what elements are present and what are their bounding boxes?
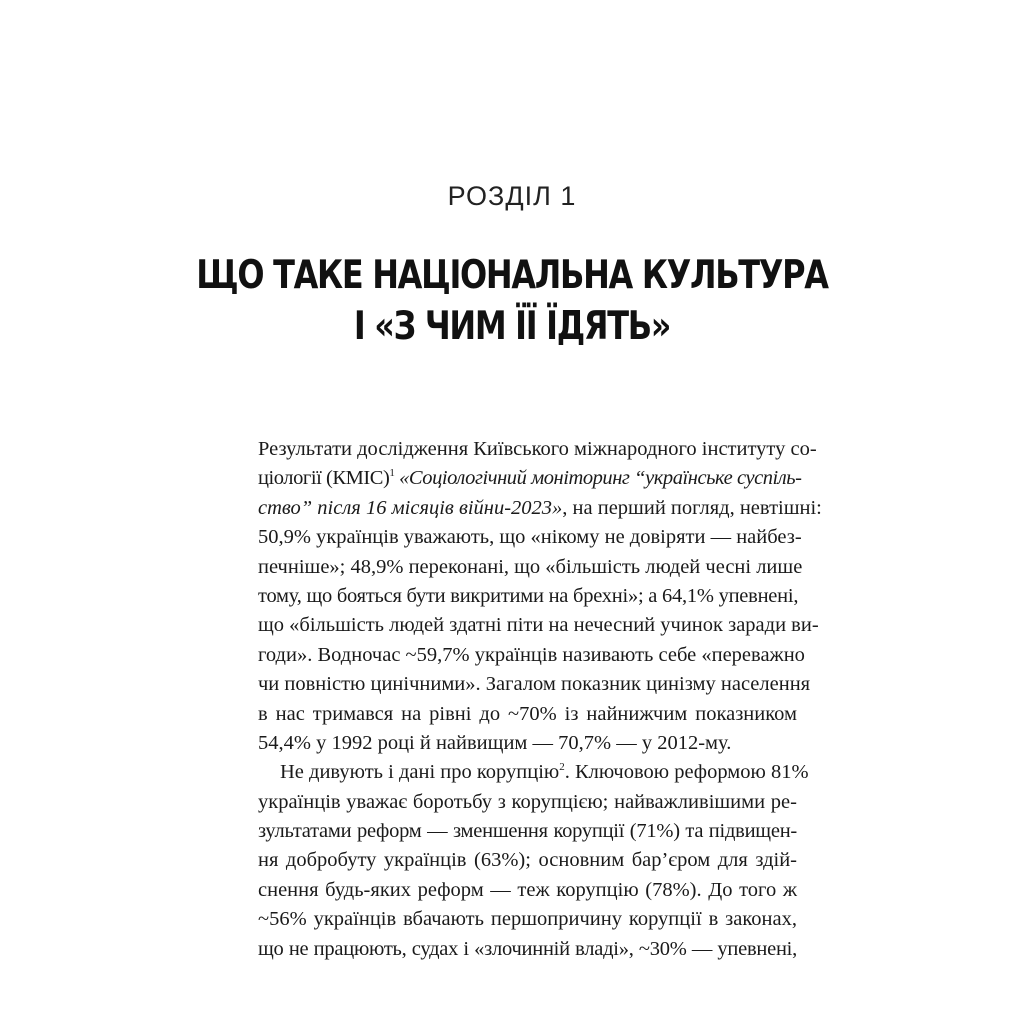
text-line: Результати дослідження Київського міжнародного інституту со- (258, 438, 817, 460)
text-line: ня добробуту українців (63%); основним бар’єром для здій- (258, 849, 797, 872)
text-line: чи повністю цинічними». Загалом показник цинізму населення (258, 673, 811, 696)
text-line (258, 464, 802, 493)
text-line: печніше»; 48,9% переконані, що «більшість людей чесні лише (258, 555, 803, 578)
text-line: годи». Водночас ~59,7% українців називають себе «переважно (258, 643, 805, 666)
text-span: Не дивують і дані про корупцію (280, 761, 560, 784)
chapter-title (92, 250, 932, 352)
footnote-marker-1: 1 (389, 467, 395, 480)
text-line: снення будь-яких реформ — теж корупцію (78%). До того ж (258, 878, 797, 901)
text-line: зультатами реформ — зменшення корупції (71%) та підвищен- (258, 820, 797, 843)
text-span: , на перший погляд, невтішні: (562, 496, 822, 519)
paragraph-2 (258, 758, 809, 964)
text-line: що не працюють, судах і «злочинній владі», ~30% — упевнені, (258, 937, 797, 960)
text-line: 54,4% у 1992 році й найвищим — 70,7% — у 2012-му. (258, 731, 732, 754)
text-line: ~56% українців вбачають першопричину корупції в законах, (258, 908, 797, 931)
text-line (258, 758, 809, 787)
text-line: тому, що бояться бути викритими на брехні»; а 64,1% упевнені, (258, 584, 799, 607)
text-line: українців уважає боротьбу з корупцією; найважливішими ре- (258, 790, 797, 813)
chapter-title-line-2: І «З ЧИМ ЇЇ ЇДЯТЬ» (353, 304, 671, 349)
italic-title: ство” після 16 місяців війни-2023» (258, 496, 563, 519)
text-span: ціології (КМІС) (258, 467, 390, 490)
text-line: в нас тримався на рівні до ~70% із найнижчим показником (258, 702, 797, 725)
text-span: . Ключовою реформою 81% (564, 761, 809, 784)
body-text (258, 435, 822, 964)
text-line (258, 494, 822, 523)
text-line: 50,9% українців уважають, що «нікому не довіряти — найбез- (258, 526, 802, 549)
chapter-title-line-1: ЩО ТАКЕ НАЦІОНАЛЬНА КУЛЬТУРА (196, 253, 828, 298)
footnote-marker-2: 2 (559, 761, 565, 774)
paragraph-1 (258, 435, 822, 758)
chapter-label: РОЗДІЛ 1 (447, 181, 577, 211)
text-line: що «більшість людей здатні піти на нечесний учинок заради ви- (258, 614, 819, 637)
italic-title: «Соціологічний моніторинг “українське суспіль- (399, 467, 802, 490)
